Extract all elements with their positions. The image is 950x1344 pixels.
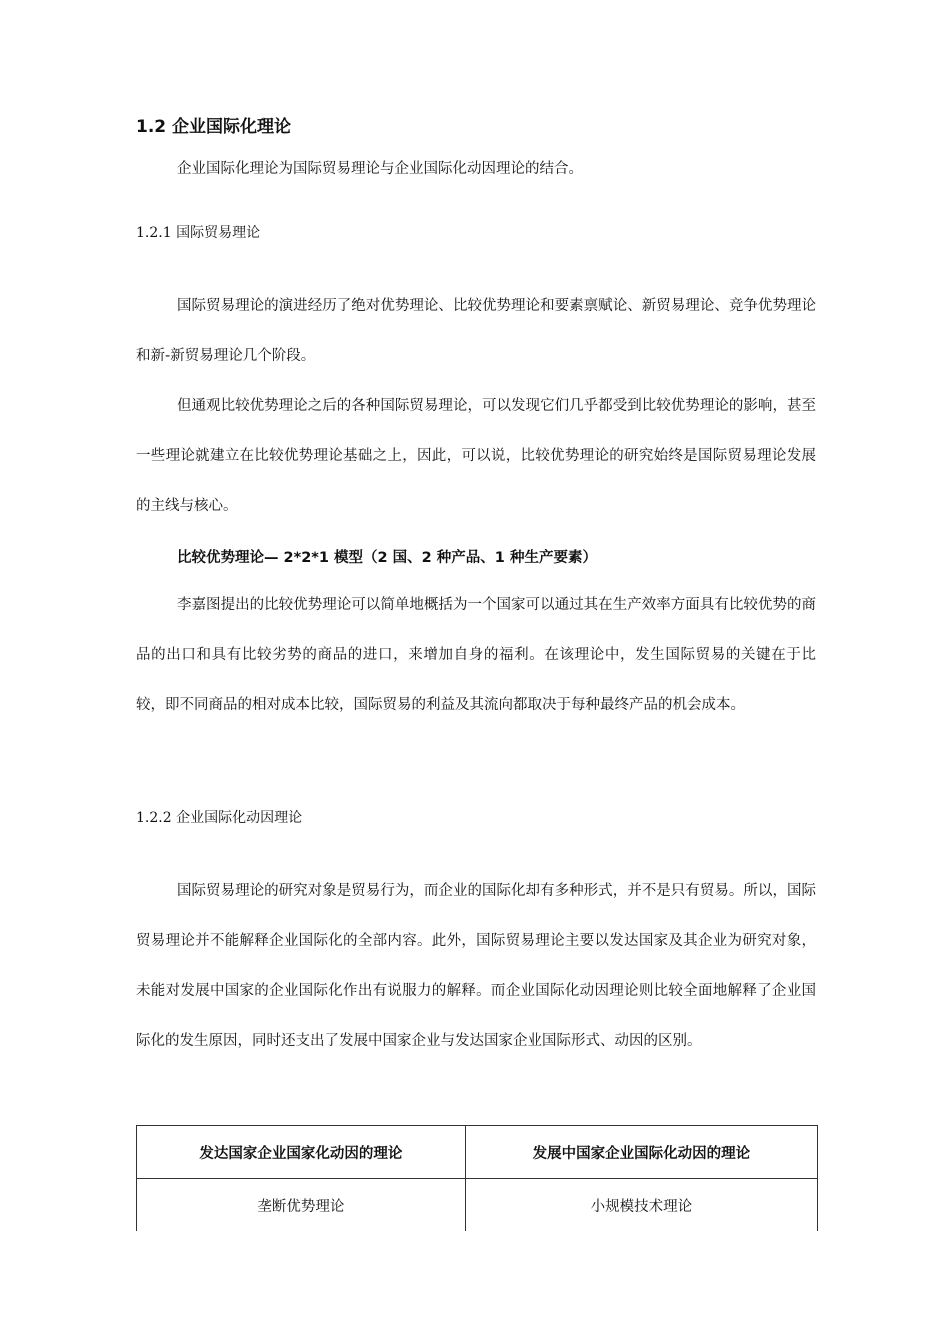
table-header-developed: 发达国家企业国家化动因的理论: [137, 1126, 466, 1179]
subsection-title-trade: 1.2.1 国际贸易理论: [136, 225, 261, 241]
paragraph-motivation: 国际贸易理论的研究对象是贸易行为，而企业的国际化却有多种形式，并不是只有贸易。所以，国际贸易理论并不能解释企业国际化的全部内容。此外，国际贸易理论主要以发达国家及其企业为研究对象，未能对发展中国家的企业国际化作出有说服力的解释。而企业国际化动因理论则比较全面地解释了企业国际化的发生原因，同时还支出了发展中国家企业与发达国家企业国际形式、动因的区别。: [136, 883, 816, 1049]
section-title: 1.2 企业国际化理论: [136, 117, 292, 137]
paragraph-ricardo: 李嘉图提出的比较优势理论可以简单地概括为一个国家可以通过其在生产效率方面具有比较优势的商品的出口和具有比较劣势的商品的进口，来增加自身的福利。在该理论中，发生国际贸易的关键在于比较，即不同商品的相对成本比较，国际贸易的利益及其流向都取决于每种最终产品的机会成本。: [136, 597, 816, 713]
intro-paragraph: 企业国际化理论为国际贸易理论与企业国际化动因理论的结合。: [177, 161, 583, 177]
table-header-developing: 发展中国家企业国际化动因的理论: [465, 1126, 817, 1179]
table-header-row: [137, 1126, 818, 1179]
table-cell: 垄断优势理论: [137, 1179, 466, 1232]
theory-table: [136, 1125, 818, 1231]
paragraph-trade-evolution: 国际贸易理论的演进经历了绝对优势理论、比较优势理论和要素禀赋论、新贸易理论、竞争优势理论和新-新贸易理论几个阶段。: [136, 298, 816, 364]
paragraph-comparative-advantage: 但通观比较优势理论之后的各种国际贸易理论，可以发现它们几乎都受到比较优势理论的影响，甚至一些理论就建立在比较优势理论基础之上，因此，可以说，比较优势理论的研究始终是国际贸易理论发展的主线与核心。: [136, 398, 816, 514]
table-cell: 小规模技术理论: [465, 1179, 817, 1232]
subsection-title-motivation: 1.2.2 企业国际化动因理论: [136, 810, 303, 826]
table-row: [137, 1179, 818, 1232]
model-heading: 比较优势理论— 2*2*1 模型（2 国、2 种产品、1 种生产要素）: [177, 550, 597, 566]
